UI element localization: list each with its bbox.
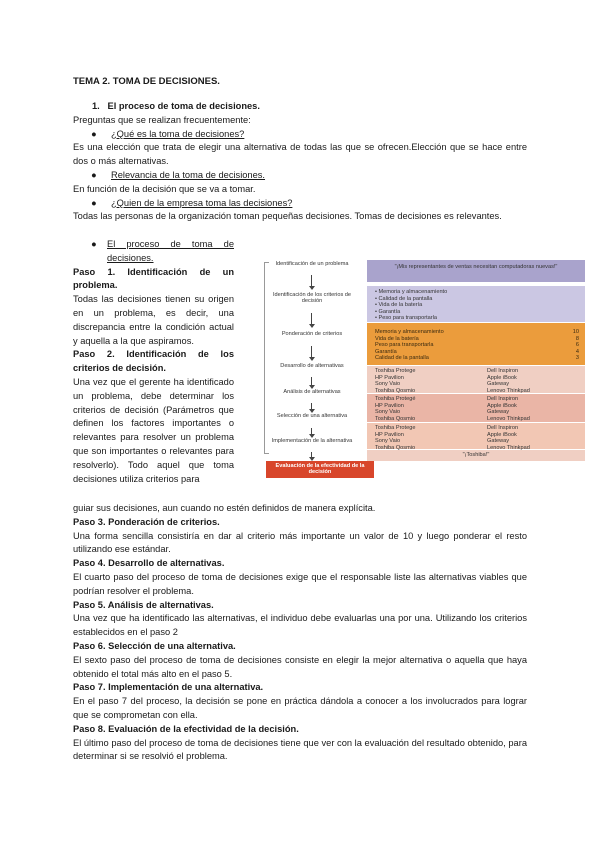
arrow-down-icon [311, 428, 312, 435]
selection-box [367, 423, 585, 449]
arrow-down-icon [311, 346, 312, 358]
answer-text: Es una elección que trata de elegir una alternativa de todas las que se ofrecen.Elección que se hace entre dos o más alternativas. [73, 142, 527, 167]
alternative-item: Toshiba Qosmio [375, 444, 416, 451]
alternative-item: HP Pavilion [375, 374, 404, 381]
bullet-icon: ● [91, 239, 97, 249]
alternative-item: Toshiba Protegé [375, 396, 416, 402]
step-heading: Paso 6. Selección de una alternativa. [73, 640, 236, 651]
alternative-item: Toshiba Protege [375, 368, 416, 374]
section-title: El proceso de toma de decisiones. [107, 101, 260, 111]
question-item [91, 128, 527, 142]
arrow-down-icon [311, 403, 312, 410]
steps-continued [73, 502, 527, 764]
step-text: Una vez que el gerente ha identificado un problema, debe determinar los criterios de decisión (Parámetros que definen los factores importantes o relevantes para resolver un problema que son importantes o relevantes para resolverlo). Todo aquel que toma decisiones utiliza criterios para [73, 376, 234, 484]
process-step: Desarrollo de alternativas [280, 363, 344, 369]
alternative-item: Sony Vaio [375, 381, 401, 387]
alternative-item: Toshiba Qosmio [375, 387, 416, 394]
alternative-item: Gateway [487, 438, 510, 444]
bullet-icon: ● [91, 169, 97, 180]
final-step: Evaluación de la efectividad de la decisión [266, 461, 374, 478]
alternative-item: Dell Inspiron [487, 368, 519, 374]
answer-text: Todas las personas de la organización toman pequeñas decisiones. Tomas de decisiones es relevantes. [73, 211, 502, 222]
answer-text: En función de la decisión que se va a tomar. [73, 183, 256, 194]
process-step: Identificación de los criterios de decisión [272, 292, 352, 305]
question-item [91, 238, 234, 266]
step-text: Todas las decisiones tienen su origen en un problema, es decir, una discrepancia entre la condición actual y aquella a la que aspiramos. [73, 294, 234, 346]
alternative-item: Lenovo Thinkpad [487, 387, 530, 394]
weight-label: Memoria y almacenamiento [375, 329, 444, 335]
alternative-item: Toshiba Protege [375, 425, 416, 431]
decision-process-figure [262, 258, 592, 482]
alternative-item: Gateway [487, 381, 510, 387]
question-text: Relevancia de la toma de decisiones. [111, 169, 266, 180]
section-heading [73, 100, 527, 224]
alternative-item: Apple iBook [487, 374, 517, 381]
weights-box [367, 323, 585, 365]
question-text: ¿Qué es la toma de decisiones? [111, 128, 245, 139]
step-heading: Paso 1. Identificación de un problema. [73, 266, 234, 291]
question-text: El proceso de toma de decisiones. [107, 239, 234, 263]
process-step: Selección de una alternativa [276, 413, 348, 419]
step-heading: Paso 3. Ponderación de criterios. [73, 516, 220, 527]
weight-value: 3 [575, 355, 579, 361]
step-text: guiar sus decisiones, aun cuando no estén definidos de manera explícita. [73, 503, 376, 513]
alternative-item: Toshiba Qosmio [375, 415, 416, 422]
intro-text: Preguntas que se realizan frecuentemente: [73, 114, 251, 125]
step-text: Una forma sencilla consistiría en dar al criterio más importante un valor de 10 y luego ponderar el resto utilizando ese estándar. [73, 530, 527, 555]
process-step: Identificación de un problema [275, 261, 349, 267]
process-steps [262, 258, 365, 482]
step-text: Una vez que ha identificado las alternativas, el individuo debe evaluarlas una por una. Utilizando los criterios establecidos en el paso 2 [73, 613, 527, 638]
criteria-box [367, 286, 585, 322]
section-number: 1. [92, 101, 100, 111]
alternative-item: Sony Vaio [375, 409, 401, 415]
step-heading: Paso 2. Identificación de los criterios de decisión. [73, 349, 234, 374]
arrow-down-icon [311, 377, 312, 386]
bullet-icon: ● [91, 197, 97, 208]
question-text: ¿Quien de la empresa toma las decisiones? [111, 197, 293, 208]
alternative-item: Gateway [487, 409, 510, 415]
question-item [91, 197, 527, 211]
alternative-item: Lenovo Thinkpad [487, 415, 530, 422]
weight-value: 6 [575, 342, 579, 348]
weight-value: 10 [572, 329, 579, 335]
weight-label: Peso para transportarla [375, 342, 434, 348]
alternatives-box [367, 366, 585, 393]
process-step: Análisis de alternativas [283, 389, 341, 395]
criteria-item: • Peso para transportarla [375, 315, 437, 321]
criteria-item: • Garantía [375, 308, 401, 315]
alternative-item: HP Pavilion [375, 402, 404, 409]
step-text: El cuarto paso del proceso de toma de decisiones exige que el responsable liste las alternativas viables que podrían resolver el problema. [73, 571, 527, 596]
process-step: Ponderación de criterios [281, 331, 343, 337]
alternative-item: Apple iBook [487, 431, 517, 438]
bracket-line [264, 262, 269, 454]
weight-value: 4 [575, 348, 579, 355]
alternative-item: Dell Inspiron [487, 396, 519, 402]
arrow-down-icon [311, 313, 312, 325]
weight-value: 8 [575, 335, 579, 342]
weight-label: Garantía [375, 348, 397, 355]
alternative-item: Dell Inspiron [487, 425, 519, 431]
step-text: En el paso 7 del proceso, la decisión se pone en práctica dándola a conocer a los involucrados para lograr que se comprometan con ella. [73, 696, 527, 720]
criteria-item: • Calidad de la pantalla [375, 295, 433, 302]
arrow-down-icon [311, 452, 312, 458]
step-heading: Paso 8. Evaluación de la efectividad de la decisión. [73, 723, 299, 734]
criteria-item: • Memoria y almacenamiento [375, 289, 448, 295]
left-column [73, 238, 234, 486]
decision-box: "¡Toshiba!" [367, 450, 585, 461]
analysis-box [367, 394, 585, 422]
step-text: El último paso del proceso de toma de decisiones tiene que ver con la evaluación del resultado obtenido, para determinar si se resolvió el problema. [73, 737, 527, 762]
bullet-icon: ● [91, 128, 97, 139]
weight-row [375, 355, 579, 362]
weight-label: Calidad de la pantalla [375, 355, 429, 361]
step-heading: Paso 7. Implementación de una alternativa. [73, 682, 264, 693]
step-heading: Paso 4. Desarrollo de alternativas. [73, 558, 225, 569]
question-item [91, 169, 527, 183]
problem-box: "¡Mis representantes de ventas necesitan computadoras nuevas!" [367, 260, 585, 282]
process-step: Implementación de la alternativa [271, 438, 353, 444]
weight-label: Vida de la batería [375, 335, 419, 342]
page-title: TEMA 2. TOMA DE DECISIONES. [73, 76, 220, 87]
step-heading: Paso 5. Análisis de alternativas. [73, 599, 214, 610]
criteria-item: • Vida de la batería [375, 302, 423, 308]
arrow-down-icon [311, 275, 312, 287]
alternative-item: Sony Vaio [375, 438, 401, 444]
alternative-item: Lenovo Thinkpad [487, 444, 530, 451]
step-text: El sexto paso del proceso de toma de decisiones consiste en elegir la mejor alternativa o aquella que haya obtenido el total más alto en el paso 5. [73, 654, 527, 679]
alternative-item: Apple iBook [487, 402, 517, 409]
alternative-item: HP Pavilion [375, 431, 404, 438]
